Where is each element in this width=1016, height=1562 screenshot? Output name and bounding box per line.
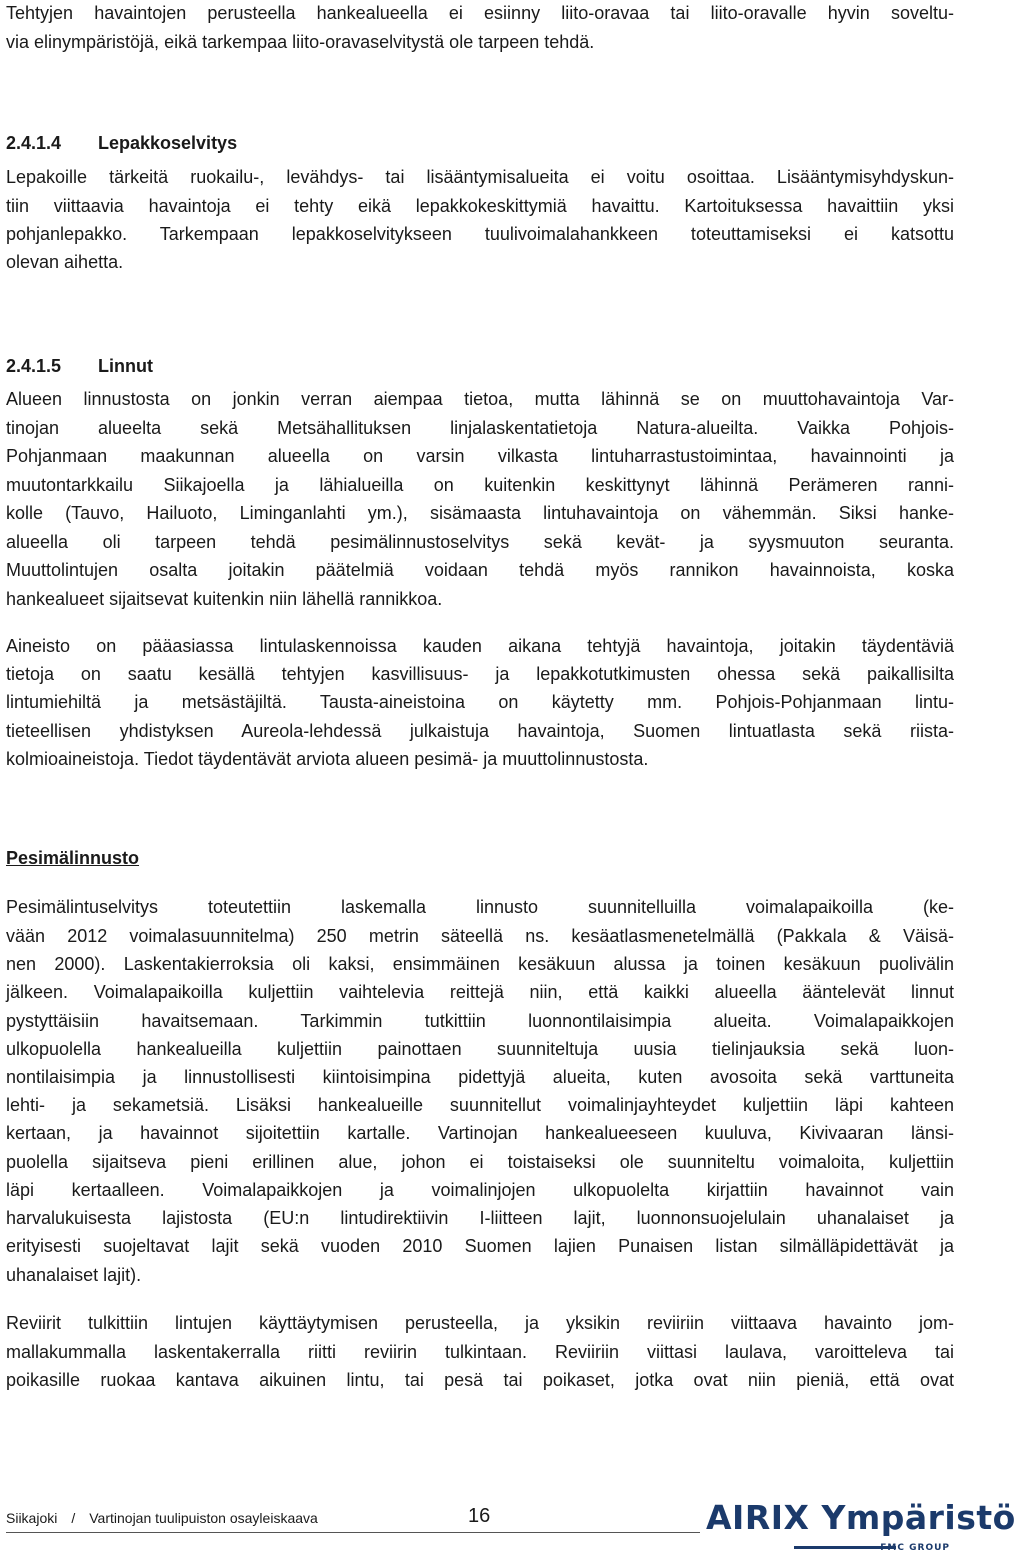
paragraph-line: tinojan alueelta sekä Metsähallituksen linjalaskentatietoja Natura-alueilta. Vaikka Pohjois- — [6, 418, 954, 438]
paragraph-line: jälkeen. Voimalapaikoilla kuljettiin vaihtelevia reittejä niin, että kaikki alueella ääntelevät linnut — [6, 982, 954, 1002]
logo-group-name: FMC GROUP — [880, 1543, 950, 1553]
paragraph-line: tieteellisen yhdistyksen Aureola-lehdessä julkaistuja havaintoja, Suomen lintuatlasta sekä riista- — [6, 721, 954, 741]
paragraph-line: muutontarkkailu Siikajoella ja lähialueilla on kuitenkin keskittynyt lähinnä Perämeren ranni- — [6, 475, 954, 495]
paragraph-line: vään 2012 voimalasuunnitelma) 250 metrin säteellä ns. kesäatlasmenetelmällä (Pakkala & Väisä- — [6, 926, 954, 946]
intro-line: Tehtyjen havaintojen perusteella hankealueella ei esiinny liito-oravaa tai liito-oravalle hyvin soveltu- — [6, 3, 954, 23]
paragraph-line: kolmioaineistoja. Tiedot täydentävät arviota alueen pesimä- ja muuttolinnustosta. — [6, 749, 649, 769]
paragraph-line: uhanalaiset lajit). — [6, 1265, 142, 1285]
logo-wordmark: AIRIX Ympäristö — [706, 1498, 1016, 1537]
paragraph-line: nontilaisimpia ja linnustollisesti kiintoisimpina pidettyjä alueita, kuten avosoita sekä varttuneita — [6, 1067, 954, 1087]
intro-line: via elinympäristöjä, eikä tarkempaa liito-oravaselvitystä ole tarpeen tehdä. — [6, 32, 595, 52]
paragraph-line: Lepakoille tärkeitä ruokailu-, levähdys- tai lisääntymisalueita ei voitu osoittaa. Lisääntymisyhdyskun- — [6, 167, 954, 187]
footer-divider — [6, 1532, 700, 1533]
footer-place: Siikajoki — [6, 1510, 58, 1526]
paragraph-line: Muuttolintujen osalta joitakin päätelmiä voidaan tehdä myös rannikon havainnoista, koska — [6, 560, 954, 580]
page-number: 16 — [468, 1505, 491, 1527]
section-number: 2.4.1.5 — [6, 356, 62, 376]
section-title: Linnut — [98, 356, 153, 376]
paragraph-line: ulkopuolella hankealueilla kuljettiin painottaen suunniteltuja uusia tielinjauksia sekä luon- — [6, 1039, 954, 1059]
paragraph-line: olevan aihetta. — [6, 252, 124, 272]
paragraph-line: läpi kertaalleen. Voimalapaikkojen ja voimalinjojen ulkopuolelta kirjattiin havainnot vain — [6, 1180, 954, 1200]
paragraph-line: hankealueet sijaitsevat kuitenkin niin lähellä rannikkoa. — [6, 589, 443, 609]
paragraph-line: erityisesti suojeltavat lajit sekä vuoden 2010 Suomen lajien Punaisen listan silmälläpidettävät ja — [6, 1236, 954, 1256]
paragraph-line: mallakummalla laskentakerralla riitti reviirin tulkintaan. Reviiriin viittasi laulava, varoitteleva tai — [6, 1342, 954, 1362]
paragraph-line: Reviirit tulkittiin lintujen käyttäytymisen perusteella, ja yksikin reviiriin viittaava havainto jom- — [6, 1313, 954, 1333]
section-number: 2.4.1.4 — [6, 133, 62, 153]
section-heading-bats — [6, 131, 954, 155]
paragraph-line: lehti- ja sekametsiä. Lisäksi hankealueille suunnitellut voimalinjayhteydet kuljettiin läpi kahteen — [6, 1095, 954, 1115]
paragraph-line: Pohjanmaan maakunnan alueella on varsin vilkasta lintuharrastustoimintaa, havainnointi ja — [6, 446, 954, 466]
footer-document-title: Vartinojan tuulipuiston osayleiskaava — [89, 1510, 318, 1526]
paragraph-line: puolella sijaitseva pieni erillinen alue, johon ei toistaiseksi ole suunniteltu voimaloita, kuljettiin — [6, 1152, 954, 1172]
paragraph-line: Pesimälintuselvitys toteutettiin laskemalla linnusto suunnitelluilla voimalapaikoilla (ke- — [6, 897, 954, 917]
paragraph-line: lintumiehiltä ja metsästäjiltä. Tausta-aineistoina on käytetty mm. Pohjois-Pohjanmaan lintu- — [6, 692, 954, 712]
paragraph-line: tiin viittaavia havaintoja ei tehty eikä lepakkokeskittymiä havaittu. Kartoituksessa havaittiin yksi — [6, 196, 954, 216]
paragraph-line: pystyttäisiin havaitsemaan. Tarkimmin tutkittiin luonnontilaisimpia alueita. Voimalapaikkojen — [6, 1011, 954, 1031]
paragraph-line: alueella oli tarpeen tehdä pesimälinnustoselvitys sekä kevät- ja syysmuuton seuranta. — [6, 532, 954, 552]
section-heading-birds — [6, 354, 954, 378]
paragraph-line: harvalukuisesta lajistosta (EU:n lintudirektiivin I-liitteen lajit, luonnonsuojelulain uhanalaiset ja — [6, 1208, 954, 1228]
paragraph-line: poikasille ruokaa kantava aikuinen lintu, tai pesä tai poikaset, jotka ovat niin pieniä, että ovat — [6, 1370, 954, 1390]
subsection-heading-breeding: Pesimälinnusto — [6, 848, 140, 868]
footer-separator: / — [71, 1510, 76, 1526]
paragraph-line: Aineisto on pääasiassa lintulaskennoissa kauden aikana tehtyjä havaintoja, joitakin täydentäviä — [6, 636, 954, 656]
section-title: Lepakkoselvitys — [98, 133, 238, 153]
footer-document-info — [6, 1508, 318, 1528]
paragraph-line: nen 2000). Laskentakierroksia oli kaksi, ensimmäinen kesäkuun alussa ja toinen kesäkuun puolivälin — [6, 954, 954, 974]
paragraph-line: kertaan, ja havainnot sijoitettiin kartalle. Vartinojan hankealueeseen kuuluva, Kivivaaran länsi- — [6, 1123, 954, 1143]
paragraph-line: kolle (Tauvo, Hailuoto, Liminganlahti ym.), sisämaasta lintuhavaintoja on vähemmän. Siksi hanke- — [6, 503, 954, 523]
paragraph-line: Alueen linnustosta on jonkin verran aiempaa tietoa, mutta lähinnä se on muuttohavaintoja Var- — [6, 389, 954, 409]
airix-logo — [706, 1498, 1016, 1558]
paragraph-line: pohjanlepakko. Tarkempaan lepakkoselvitykseen tuulivoimalahankkeen toteuttamiseksi ei katsottu — [6, 224, 954, 244]
paragraph-line: tietoja on saatu kesällä tehtyjen kasvillisuus- ja lepakkotutkimusten ohessa sekä paikallisilta — [6, 664, 954, 684]
